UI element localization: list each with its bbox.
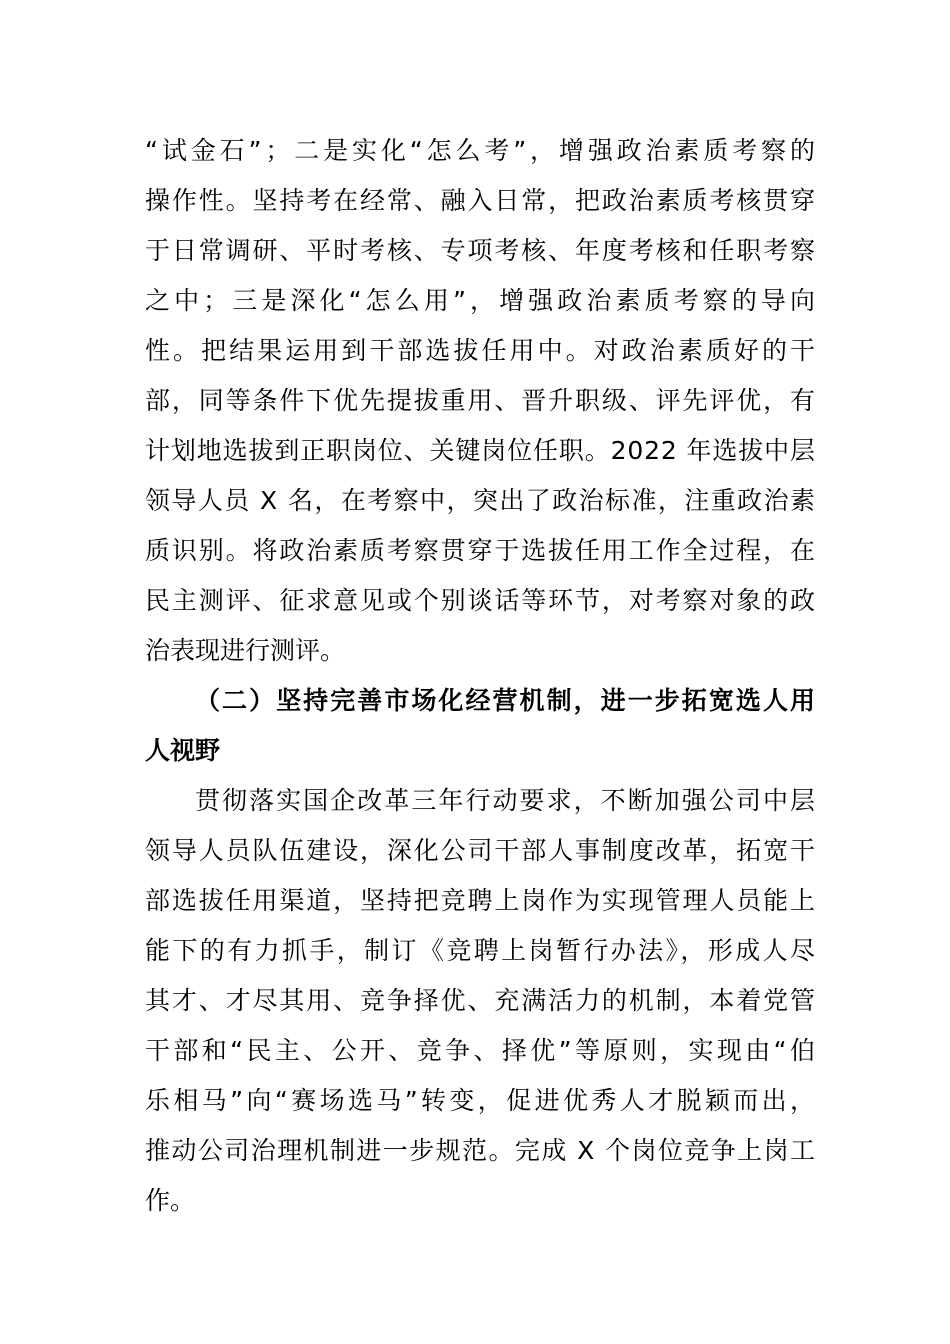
text-line: 部选拔任用渠道，坚持把竞聘上岗作为实现管理人员能上 (145, 886, 817, 915)
section-heading: （二）坚持完善市场化经营机制，进一步拓宽选人用 (195, 686, 818, 715)
text-line: 领导人员队伍建设，深化公司干部人事制度改革，拓宽干 (145, 836, 817, 865)
text-line: 领导人员 X 名，在考察中，突出了政治标准，注重政治素 (145, 486, 817, 515)
text-line: 操作性。坚持考在经常、融入日常，把政治素质考核贯穿 (145, 186, 817, 215)
text-line: 贯彻落实国企改革三年行动要求，不断加强公司中层 (195, 786, 818, 815)
text-line: “试金石”；二是实化“怎么考”，增强政治素质考察的 (145, 136, 819, 165)
text-line: 质识别。将政治素质考察贯穿于选拔任用工作全过程，在 (145, 536, 817, 565)
text-line: 其才、才尽其用、竞争择优、充满活力的机制，本着党管 (145, 986, 817, 1015)
text-line: 于日常调研、平时考核、专项考核、年度考核和任职考察 (145, 236, 817, 265)
text-line: 干部和“民主、公开、竞争、择优”等原则，实现由“伯 (145, 1036, 819, 1065)
text-line: 性。把结果运用到干部选拔任用中。对政治素质好的干 (145, 336, 819, 365)
text-line: 能下的有力抓手，制订《竞聘上岗暂行办法》，形成人尽 (145, 936, 818, 965)
text-line: 之中；三是深化“怎么用”，增强政治素质考察的导向 (145, 286, 820, 315)
text-line: 推动公司治理机制进一步规范。完成 X 个岗位竞争上岗工 (145, 1136, 817, 1165)
text-line: 计划地选拔到正职岗位、关键岗位任职。2022 年选拔中层 (145, 436, 816, 465)
text-line: 民主测评、征求意见或个别谈话等环节，对考察对象的政 (145, 586, 817, 615)
text-line: 乐相马”向“赛场选马”转变，促进优秀人才脱颖而出， (145, 1086, 819, 1115)
text-line: 治表现进行测评。 (145, 636, 346, 665)
section-heading-continued: 人视野 (145, 736, 221, 765)
text-line: 作。 (145, 1186, 196, 1215)
text-line: 部，同等条件下优先提拔重用、晋升职级、评先评优，有 (145, 386, 817, 415)
